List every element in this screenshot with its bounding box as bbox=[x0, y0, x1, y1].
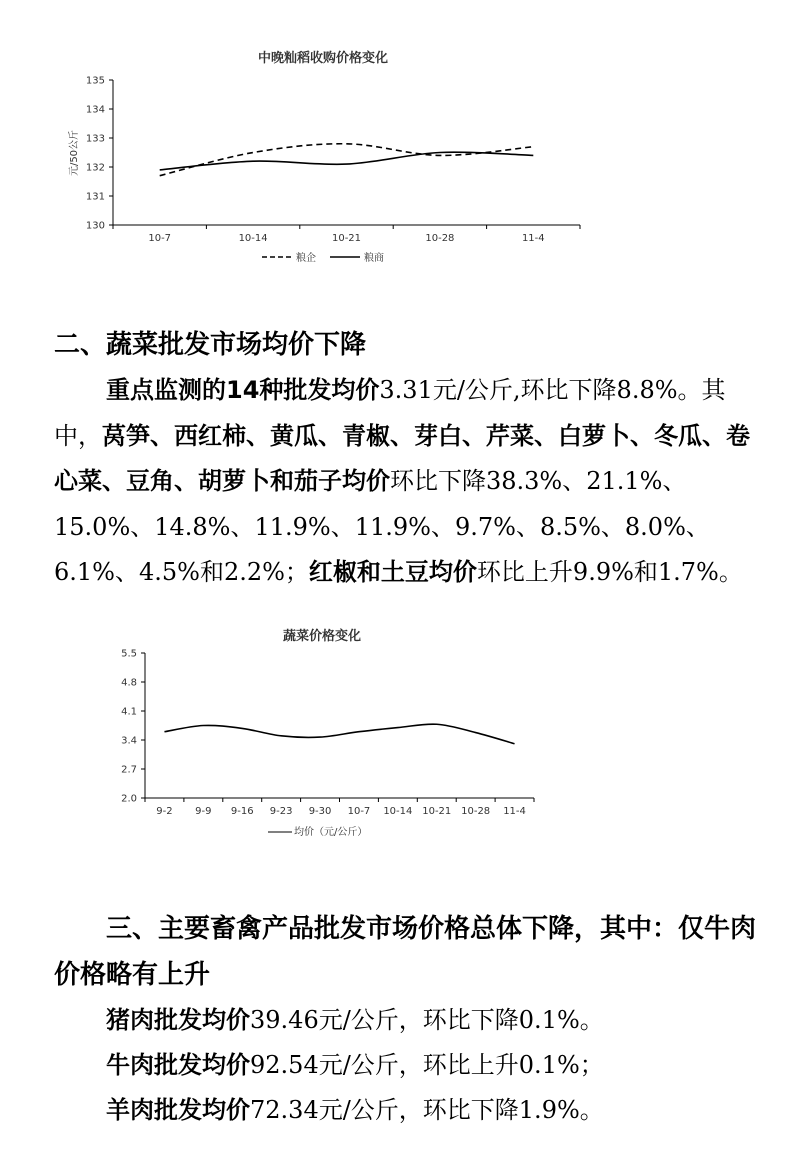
line-label: 羊肉批发均价 bbox=[106, 1096, 250, 1124]
y-tick-labels bbox=[86, 76, 105, 232]
y-tick-label: 131 bbox=[85, 191, 105, 203]
x-tick-label: 9-9 bbox=[195, 806, 212, 817]
x-tick-label: 10-28 bbox=[425, 233, 455, 244]
x-tick-label: 10-21 bbox=[331, 233, 362, 244]
y-tick-label: 130 bbox=[85, 220, 105, 232]
x-tick-labels bbox=[148, 233, 544, 244]
y-tick-label: 134 bbox=[85, 104, 105, 116]
legend-label: 粮商 bbox=[364, 253, 384, 264]
y-tick-label: 4.1 bbox=[121, 706, 137, 718]
legend-label: 粮企 bbox=[296, 253, 316, 264]
section-heading: 二、蔬菜批发市场均价下降 bbox=[54, 330, 367, 360]
x-tick-labels bbox=[156, 806, 526, 817]
x-tick-label: 9-30 bbox=[308, 806, 332, 817]
x-tick-label: 9-23 bbox=[269, 806, 293, 817]
bold-text: 重点监测的14种批发均价 bbox=[106, 376, 380, 404]
bold-text: 红椒和土豆均价 bbox=[308, 558, 477, 586]
series-lines bbox=[164, 724, 514, 744]
price-line-mutton bbox=[106, 1088, 604, 1132]
x-tick-label: 10-21 bbox=[422, 806, 452, 817]
x-tick-label: 10-28 bbox=[461, 806, 491, 817]
body-text: 环比下降38.3%、21.1%、15.0%、14.8%、11.9%、11.9%、9.7%、8.5%、8.0%、6.1%、4.5%和2.2%； bbox=[54, 467, 710, 586]
line-text: 72.34元/公斤，环比下降1.9%。 bbox=[250, 1096, 604, 1124]
y-tick-label: 2.0 bbox=[121, 793, 137, 805]
y-tick-label: 132 bbox=[85, 162, 105, 174]
price-line-pork bbox=[106, 998, 604, 1042]
legend-label: 均价（元/公斤） bbox=[294, 827, 368, 838]
x-tick-label: 10-7 bbox=[347, 806, 371, 817]
line-label: 牛肉批发均价 bbox=[106, 1051, 250, 1079]
rice-price-chart bbox=[0, 38, 798, 268]
x-tick-label: 10-7 bbox=[148, 233, 172, 244]
chart-title: 中晚籼稻收购价格变化 bbox=[257, 51, 389, 66]
bold-text: 莴笋、西红柿、黄瓜、青椒、芽白、芹菜、白萝卜、冬瓜、卷心菜、豆角、胡萝卜和茄子均价 bbox=[54, 421, 750, 495]
x-tick-label: 9-16 bbox=[230, 806, 254, 817]
legend bbox=[262, 251, 384, 264]
x-tick-label: 10-14 bbox=[383, 806, 413, 817]
y-tick-label: 4.8 bbox=[121, 677, 137, 689]
chart-title: 蔬菜价格变化 bbox=[282, 629, 362, 644]
y-tick-label: 135 bbox=[85, 75, 105, 87]
vegetable-price-chart bbox=[0, 620, 798, 845]
series-line-1 bbox=[160, 152, 534, 170]
paragraph bbox=[54, 368, 766, 596]
body-text: 3.31元/公斤,环比下降8.8%。其中， bbox=[54, 376, 726, 450]
chart-axes bbox=[141, 653, 534, 802]
y-axis-label: 元/50公斤 bbox=[69, 129, 80, 177]
y-tick-label: 133 bbox=[85, 133, 105, 145]
price-line-beef bbox=[106, 1043, 604, 1087]
line-text: 39.46元/公斤，环比下降0.1%。 bbox=[250, 1006, 604, 1034]
x-tick-label: 11-4 bbox=[521, 233, 545, 244]
series-line-0 bbox=[160, 144, 534, 176]
legend bbox=[268, 825, 367, 838]
section-heading: 三、主要畜禽产品批发市场价格总体下降，其中：仅牛肉价格略有上升 bbox=[54, 914, 757, 990]
series-lines bbox=[160, 144, 534, 176]
series-line-0 bbox=[164, 724, 514, 744]
y-tick-label: 3.4 bbox=[121, 735, 137, 747]
y-tick-labels bbox=[121, 649, 137, 805]
line-text: 92.54元/公斤，环比上升0.1%； bbox=[250, 1051, 604, 1079]
line-label: 猪肉批发均价 bbox=[106, 1006, 250, 1034]
y-tick-label: 2.7 bbox=[121, 764, 137, 776]
x-tick-label: 10-14 bbox=[238, 233, 268, 244]
x-tick-label: 9-2 bbox=[156, 806, 173, 817]
x-tick-label: 11-4 bbox=[503, 806, 526, 817]
y-tick-label: 5.5 bbox=[121, 648, 137, 660]
body-text: 环比上升9.9%和1.7%。 bbox=[476, 558, 743, 586]
